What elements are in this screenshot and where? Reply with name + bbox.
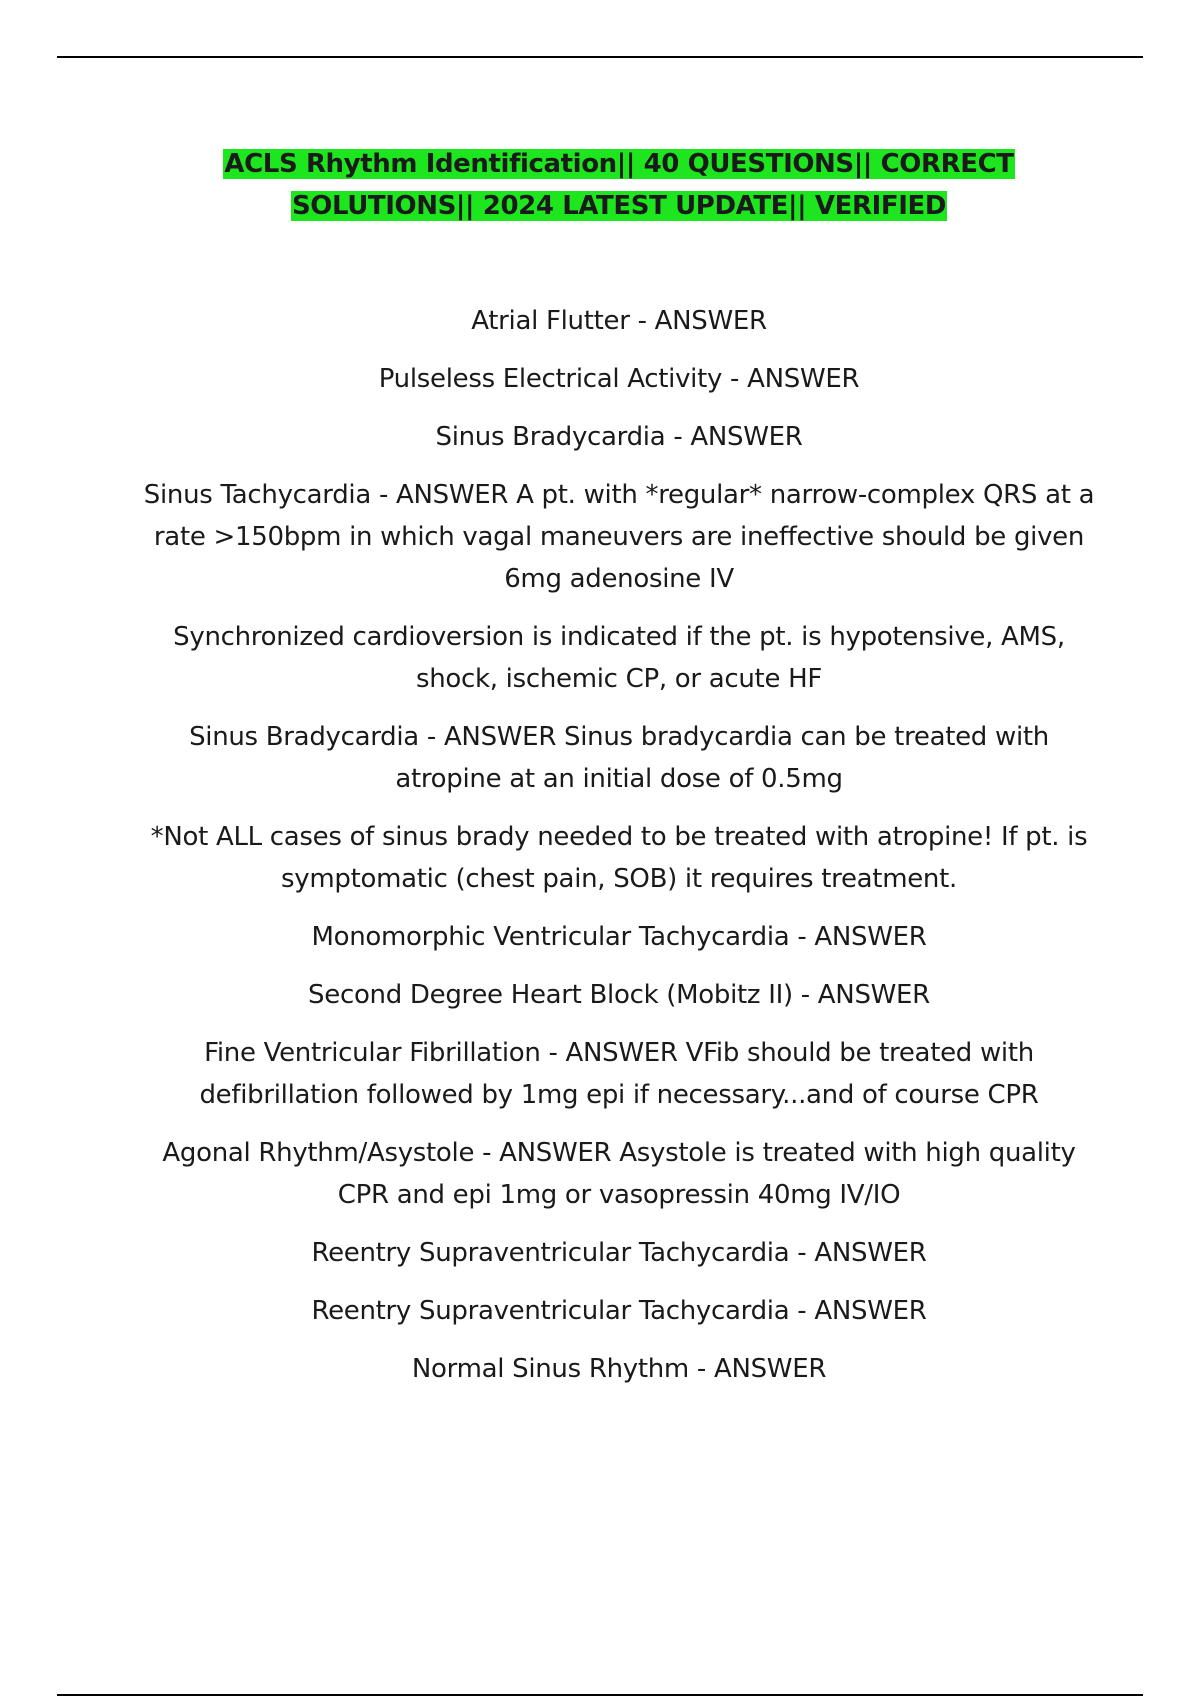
qa-entry: Atrial Flutter - ANSWER (471, 306, 767, 336)
qa-entry: Reentry Supraventricular Tachycardia - ANSWER (311, 1238, 927, 1268)
document-title-text: ACLS Rhythm Identification|| 40 QUESTIONS|| CORRECT SOLUTIONS|| 2024 LATEST UPDATE|| VERIFIED (224, 149, 1014, 221)
bottom-divider (57, 1694, 1143, 1696)
document-title (140, 143, 1098, 227)
qa-entry: Synchronized cardioversion is indicated if the pt. is hypotensive, AMS, shock, ischemic CP, or acute HF (173, 622, 1065, 694)
qa-entry: Normal Sinus Rhythm - ANSWER (411, 1354, 827, 1384)
qa-entry: Monomorphic Ventricular Tachycardia - ANSWER (311, 922, 927, 952)
qa-entry: Reentry Supraventricular Tachycardia - ANSWER (311, 1296, 927, 1326)
qa-entry: Sinus Tachycardia - ANSWER A pt. with *regular* narrow-complex QRS at a rate >150bpm in which vagal maneuvers are ineffective should be given 6mg adenosine IV (143, 480, 1095, 594)
qa-entry: Fine Ventricular Fibrillation - ANSWER VFib should be treated with defibrillation followed by 1mg epi if necessary...and of course CPR (199, 1038, 1039, 1110)
qa-entry: *Not ALL cases of sinus brady needed to be treated with atropine! If pt. is symptomatic (chest pain, SOB) it requires treatment. (150, 822, 1088, 894)
qa-entry: Sinus Bradycardia - ANSWER Sinus bradycardia can be treated with atropine at an initial dose of 0.5mg (189, 722, 1049, 794)
qa-entry: Sinus Bradycardia - ANSWER (435, 422, 803, 452)
qa-list (140, 300, 1098, 1406)
top-divider (57, 56, 1143, 58)
qa-entry: Pulseless Electrical Activity - ANSWER (378, 364, 860, 394)
qa-entry: Agonal Rhythm/Asystole - ANSWER Asystole is treated with high quality CPR and epi 1mg or vasopressin 40mg IV/IO (162, 1138, 1076, 1210)
qa-entry: Second Degree Heart Block (Mobitz II) - ANSWER (308, 980, 930, 1010)
